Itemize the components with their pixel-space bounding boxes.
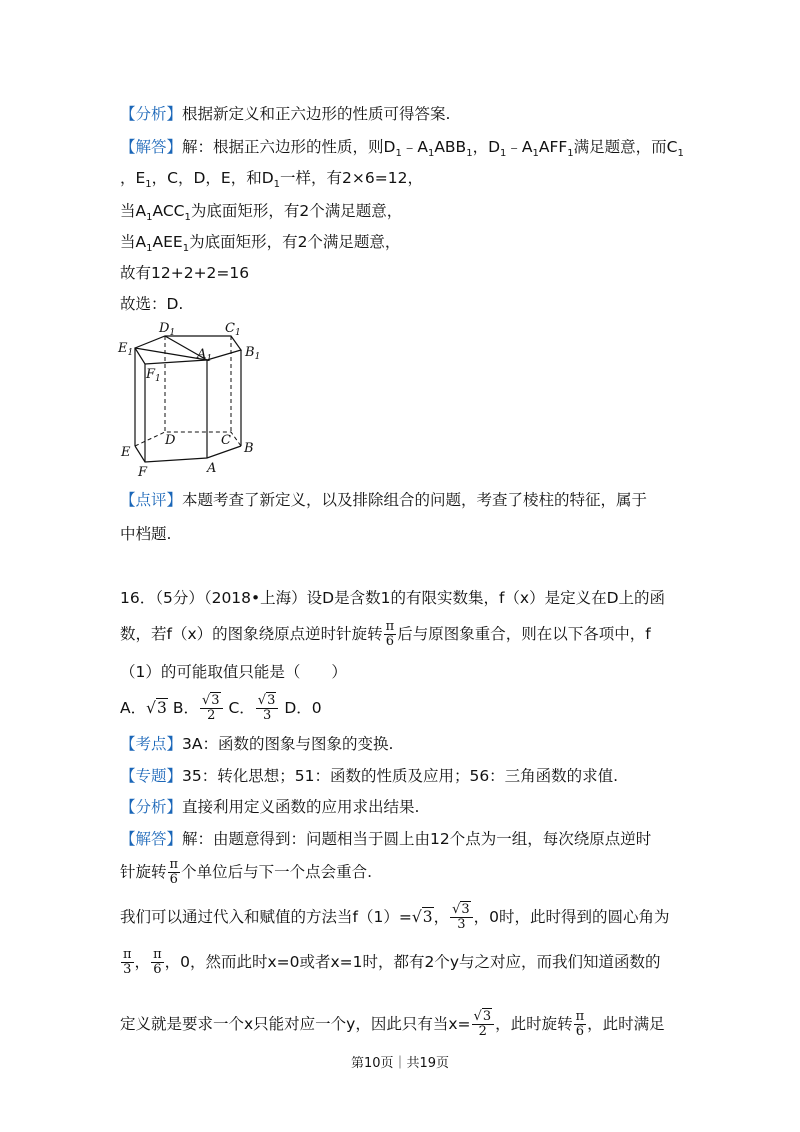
tag: 【解答】 <box>120 830 183 848</box>
label-E1: $E_1$ <box>118 341 134 358</box>
num: √3 <box>256 694 279 709</box>
text: B． <box>172 699 199 717</box>
tag: 【专题】 <box>120 767 183 785</box>
text: 为底面矩形，有2个满足题意， <box>189 233 401 251</box>
tag: 【分析】 <box>120 798 183 816</box>
label-C1: $C_1$ <box>225 321 241 338</box>
num: π <box>153 947 162 962</box>
text: ，C，D，E，和D <box>151 169 274 187</box>
comment-tag: 【点评】 <box>120 491 183 509</box>
sub: 1 <box>184 212 191 223</box>
text: 针旋转 <box>120 863 167 881</box>
den: 3 <box>457 917 466 932</box>
radicand: 3 <box>422 908 433 926</box>
text: 个单位后与下一个点会重合. <box>181 863 372 881</box>
sub: 1 <box>145 179 152 190</box>
label-D: D <box>165 433 176 448</box>
prev-answer-line-5: 故有12+2+2=16 <box>120 264 250 282</box>
label-A: A <box>207 461 217 476</box>
den: 6 <box>575 1024 585 1039</box>
label-B: B <box>244 441 254 456</box>
q16-line-3: （1）的可能取值只能是（ ） <box>120 663 347 681</box>
sub: 1 <box>567 148 574 159</box>
text: A． <box>120 699 147 717</box>
text: ，此时旋转 <box>495 1015 573 1033</box>
den: 3 <box>123 962 132 977</box>
text: 35：转化思想；51：函数的性质及应用；56：三角函数的求值. <box>182 767 619 785</box>
fraction <box>256 694 279 723</box>
text: 解：根据正六边形的性质，则D <box>182 138 396 156</box>
text: ，此时满足 <box>587 1015 665 1033</box>
jieda-line-4 <box>120 948 661 977</box>
den: 3 <box>262 708 272 723</box>
num: π <box>575 1009 585 1024</box>
den: 6 <box>169 872 178 887</box>
fraction <box>450 903 473 932</box>
text: 本题考查了新定义，以及排除组合的问题，考查了棱柱的特征，属于 <box>182 491 648 509</box>
text: 3A：函数的图象与图象的变换. <box>182 735 394 753</box>
option-a <box>120 698 168 717</box>
den: 2 <box>478 1024 487 1039</box>
radicand: 3 <box>157 699 167 717</box>
top-hexagon <box>135 336 241 364</box>
num: √3 <box>472 1010 495 1025</box>
text: AEE <box>152 233 183 251</box>
sqrt: √3 <box>411 908 433 926</box>
prev-analysis <box>120 104 450 124</box>
text: 直接利用定义函数的应用求出结果. <box>182 798 420 816</box>
sub: 1 <box>532 148 539 159</box>
sqrt: √3 <box>146 699 167 717</box>
label-E: E <box>121 445 131 460</box>
text: ，E <box>120 169 146 187</box>
fenxi <box>120 797 419 817</box>
text: ﹣A <box>401 138 428 156</box>
text: ，D <box>472 138 500 156</box>
text: 定义就是要求一个x只能对应一个y，因此只有当x= <box>120 1015 471 1033</box>
text: 为底面矩形，有2个满足题意， <box>190 202 403 220</box>
sub: 1 <box>182 243 190 254</box>
jieda-line-5 <box>120 1010 665 1039</box>
fraction <box>472 1010 495 1039</box>
den: 6 <box>153 962 162 977</box>
num: √3 <box>450 903 473 918</box>
fraction-pi-over-6 <box>168 858 181 887</box>
fraction <box>200 694 223 723</box>
sub: 1 <box>500 148 507 159</box>
text: 数，若f（x）的图象绕原点逆时针旋转 <box>120 625 383 643</box>
sub: 1 <box>146 243 153 254</box>
fraction-pi-over-3 <box>121 948 134 977</box>
text: 当A <box>120 233 147 251</box>
text: 当A <box>120 202 147 220</box>
label-F1: $F_1$ <box>146 367 161 384</box>
option-b <box>172 693 224 723</box>
q16-options <box>120 694 322 723</box>
text: ﹣A <box>506 138 533 156</box>
zhuanti <box>120 766 618 786</box>
text: ， <box>433 908 450 926</box>
jieda-line-2 <box>120 858 372 887</box>
num: √3 <box>200 694 223 709</box>
q16-line-1: 16．（5分）（2018•上海）设D是含数1的有限实数集，f（x）是定义在D上的函 <box>120 589 666 607</box>
sub: 1 <box>466 148 473 159</box>
num: π <box>169 857 179 872</box>
text: AFF <box>538 138 568 156</box>
label-C: C <box>221 433 231 448</box>
q16-line-2 <box>120 620 651 649</box>
jieda-line-1 <box>120 829 651 849</box>
prev-answer-line-1 <box>120 137 684 157</box>
answer-tag: 【解答】 <box>120 138 183 156</box>
text: ，0时，此时得到的圆心角为 <box>473 908 670 926</box>
text: 满足题意，而C <box>573 138 678 156</box>
sub: 1 <box>273 179 281 190</box>
jieda-line-3 <box>120 903 670 932</box>
sub: 1 <box>146 212 153 223</box>
prev-answer-line-6: 故选：D. <box>120 295 184 313</box>
text: 一样，有2×6=12， <box>280 169 423 187</box>
sub: 1 <box>395 148 402 159</box>
tag: 【考点】 <box>120 735 183 753</box>
num: π <box>123 947 132 962</box>
den: 6 <box>385 634 395 649</box>
prev-comment-line-1 <box>120 490 647 510</box>
sub: 1 <box>427 148 435 159</box>
label-D1: $D_1$ <box>159 321 176 338</box>
label-F: F <box>138 465 148 478</box>
text: ABB <box>434 138 467 156</box>
page-footer: 第10页｜共19页 <box>350 1056 450 1071</box>
text: ， <box>134 953 151 971</box>
sub: 1 <box>677 148 684 159</box>
fraction-pi-over-6 <box>384 620 397 649</box>
analysis-text: 根据新定义和正六边形的性质可得答案. <box>182 105 451 123</box>
label-A1: $A_1$ <box>197 347 213 364</box>
option-c <box>228 693 279 723</box>
text: 我们可以通过代入和赋值的方法当f（1）= <box>120 908 412 926</box>
num: π <box>385 619 395 634</box>
kaodian <box>120 734 393 754</box>
prev-answer-line-3 <box>120 201 402 221</box>
text: 解：由题意得到：问题相当于圆上由12个点为一组，每次绕原点逆时 <box>182 830 652 848</box>
prev-answer-line-4 <box>120 232 400 252</box>
text: C． <box>228 699 255 717</box>
fraction-pi-over-6 <box>574 1010 587 1039</box>
prev-comment-line-2: 中档题. <box>120 525 172 543</box>
option-d: D．0 <box>284 699 322 717</box>
fraction-pi-over-6 <box>151 948 164 977</box>
text: 后与原图象重合，则在以下各项中，f <box>397 625 651 643</box>
prism-figure <box>115 318 275 478</box>
prev-answer-line-2 <box>120 168 423 188</box>
label-B1: $B_1$ <box>245 345 261 362</box>
text: ，0，然而此时x=0或者x=1时，都有2个y与之对应，而我们知道函数的 <box>164 953 661 971</box>
analysis-tag: 【分析】 <box>120 105 183 123</box>
text: ACC <box>152 202 185 220</box>
den: 2 <box>207 708 216 723</box>
bottom-front-edges <box>135 446 241 462</box>
